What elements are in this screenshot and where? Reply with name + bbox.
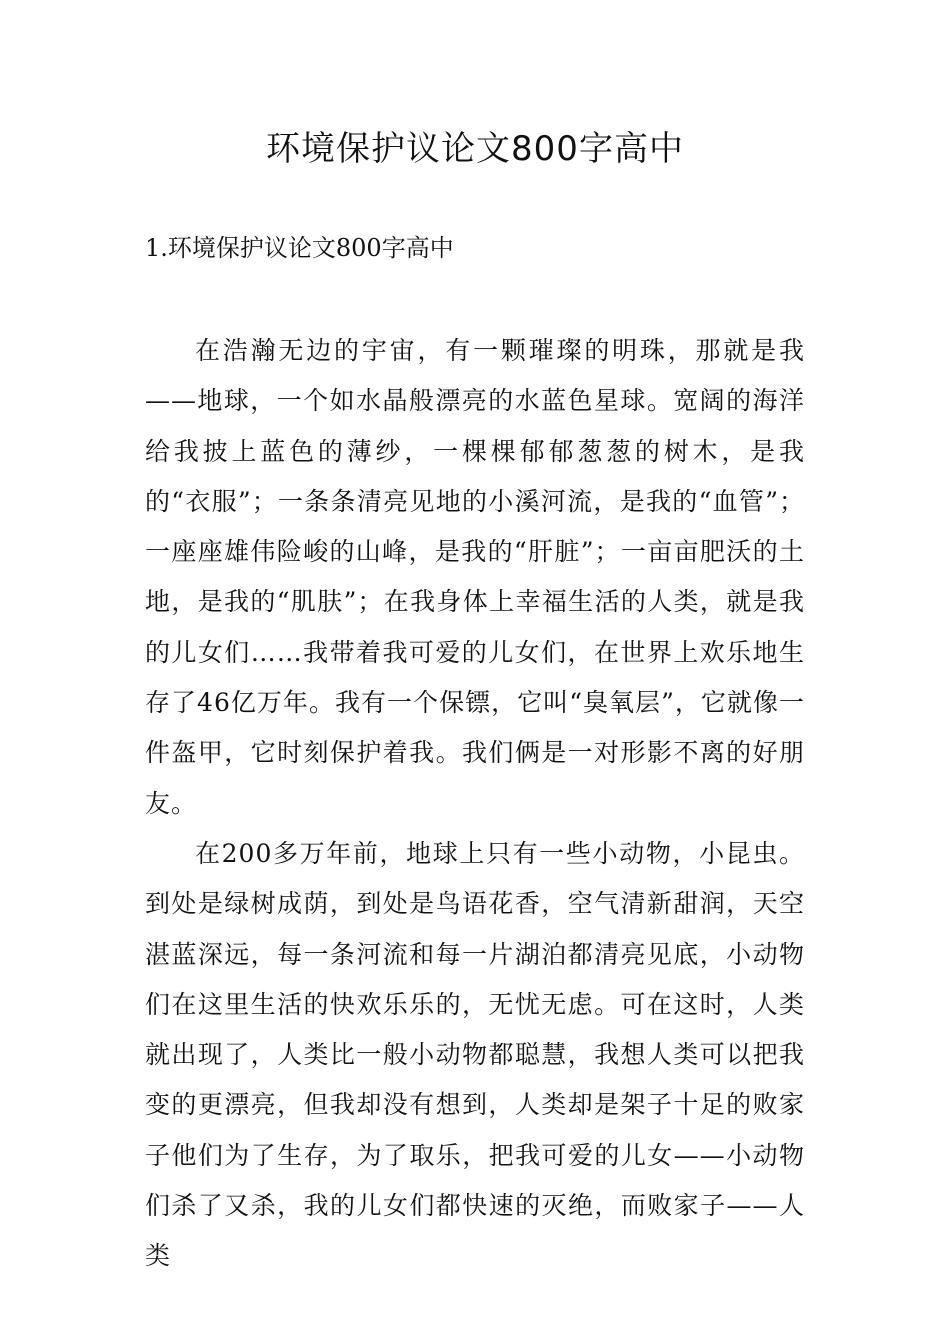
paragraph: 在浩瀚无边的宇宙，有一颗璀璨的明珠，那就是我——地球，一个如水晶般漂亮的水蓝色星球。宽阔的海洋给我披上蓝色的薄纱，一棵棵郁郁葱葱的树木，是我的“衣服”；一条条清亮见地的小溪河流，是我的“血管”；一座座雄伟险峻的山峰，是我的“肝脏”；一亩亩肥沃的土地，是我的“肌肤”；在我身体上幸福生活的人类，就是我的儿女们……我带着我可爱的儿女们，在世界上欢乐地生存了46亿万年。我有一个保镖，它叫“臭氧层”，它就像一件盔甲，它时刻保护着我。我们俩是一对形影不离的好朋友。: [145, 336, 805, 818]
body-text: [145, 326, 805, 1282]
document-title: 环境保护议论文800字高中: [266, 129, 684, 169]
paragraph: 在200多万年前，地球上只有一些小动物，小昆虫。到处是绿树成荫，到处是鸟语花香，空气清新甜润，天空湛蓝深远，每一条河流和每一片湖泊都清亮见底，小动物们在这里生活的快欢乐乐的，无忧无虑。可在这时，人类就出现了，人类比一般小动物都聪慧，我想人类可以把我变的更漂亮，但我却没有想到，人类却是架子十足的败家子他们为了生存，为了取乐，把我可爱的儿女——小动物们杀了又杀，我的儿女们都快速的灭绝，而败家子——人类: [145, 838, 805, 1271]
section-heading: 1.环境保护议论文800字高中: [145, 234, 454, 262]
